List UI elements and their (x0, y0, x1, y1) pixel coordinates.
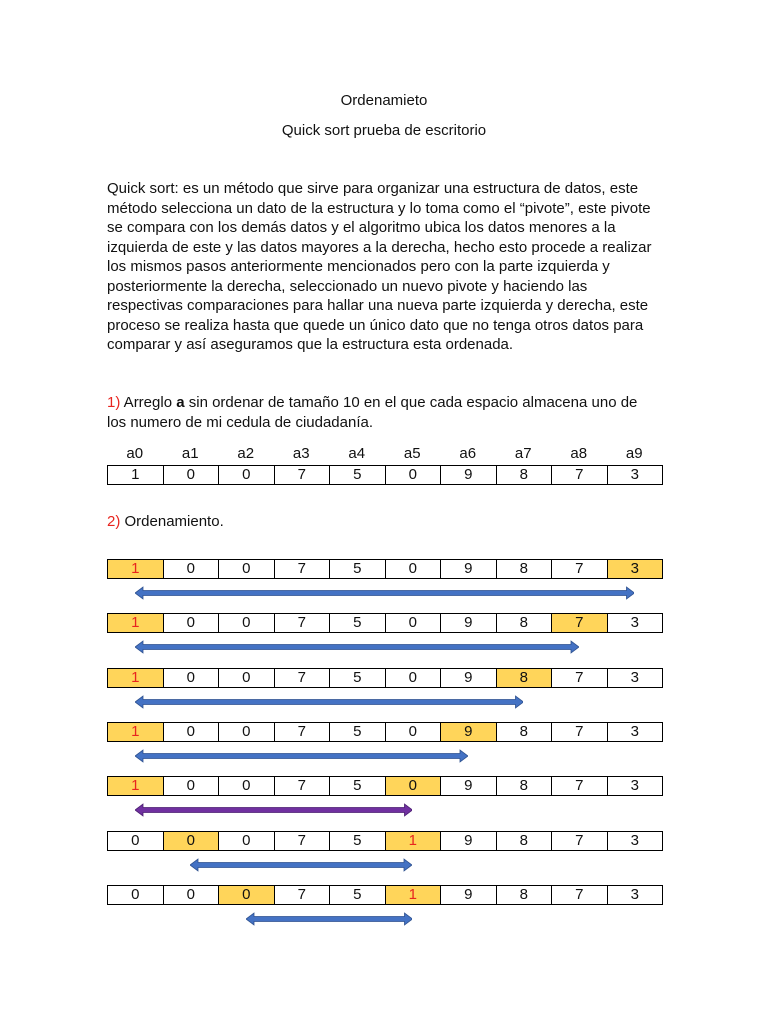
step-array-cell: 8 (496, 560, 552, 579)
step-array-cell: 3 (607, 560, 663, 579)
arrow-shape (135, 587, 635, 599)
double-arrow-icon (135, 586, 635, 600)
step-array-cell: 7 (274, 560, 330, 579)
step-array-cell: 3 (607, 886, 663, 905)
step-array-cell: 0 (219, 777, 275, 796)
step-array-cell: 0 (385, 614, 441, 633)
step-array-cell: 0 (219, 832, 275, 851)
step-array-cell: 9 (441, 560, 497, 579)
double-arrow-icon (190, 858, 412, 872)
step-array-table (107, 722, 663, 742)
step-array-cell: 1 (385, 832, 441, 851)
step-array-table (107, 613, 663, 633)
step-array-cell: 9 (441, 886, 497, 905)
step-array-cell: 0 (163, 832, 219, 851)
paragraph-line: Quick sort: es un método que sirve para organizar una estructura de datos, este (107, 180, 639, 197)
step-array-cell: 5 (330, 886, 386, 905)
section-number: 1) (107, 394, 121, 411)
step-array-cell: 1 (108, 723, 164, 742)
step-array-cell: 3 (607, 723, 663, 742)
step-array-table (107, 559, 663, 579)
step-array-cell: 9 (441, 777, 497, 796)
paragraph-line: comparar y así aseguramos que la estructura esta ordenada. (107, 336, 514, 353)
paragraph-line: respectivas comparaciones para hallar una nueva parte izquierda y derecha, este (107, 297, 649, 314)
step-array-cell: 9 (441, 723, 497, 742)
step-array-cell: 8 (496, 723, 552, 742)
step-array-cell: 0 (163, 669, 219, 688)
step-array-cell: 7 (274, 832, 330, 851)
step-array-cell: 0 (163, 777, 219, 796)
section-2-heading (107, 512, 224, 532)
step-array-cell: 7 (274, 723, 330, 742)
array-index-label: a1 (181, 445, 199, 462)
arrow-shape (190, 859, 412, 871)
document-title: Ordenamieto (340, 92, 428, 109)
array-cell: 9 (441, 466, 497, 485)
paragraph-line: proceso se realiza hasta que quede un único dato que no tenga otros datos para (107, 316, 644, 334)
array-index-label: a8 (570, 445, 588, 462)
step-array-cell: 7 (274, 669, 330, 688)
section-text: los numero de mi cedula de ciudadanía. (107, 414, 374, 431)
step-array-cell: 7 (552, 723, 608, 742)
step-array-cell: 9 (441, 832, 497, 851)
step-array-cell: 0 (219, 560, 275, 579)
step-array-cell: 0 (219, 669, 275, 688)
step-array-cell: 8 (496, 777, 552, 796)
section-text: Ordenamiento. (120, 513, 224, 530)
step-array-cell: 5 (330, 832, 386, 851)
step-array-cell: 0 (219, 886, 275, 905)
step-array-cell: 0 (163, 614, 219, 633)
step-array-table (107, 885, 663, 905)
step-array-cell: 5 (330, 669, 386, 688)
step-array-cell: 9 (441, 614, 497, 633)
arrow-shape (135, 750, 468, 762)
array-index-header (107, 445, 662, 463)
step-array-cell: 0 (219, 614, 275, 633)
arrow-shape (135, 641, 579, 653)
description-paragraph (107, 179, 667, 355)
array-index-label: a2 (237, 445, 255, 462)
step-array-cell: 1 (385, 886, 441, 905)
section-number: 2) (107, 513, 121, 530)
array-values-table (107, 465, 663, 485)
step-array-cell: 0 (385, 777, 441, 796)
step-array-cell: 0 (219, 723, 275, 742)
array-cell: 8 (496, 466, 552, 485)
step-array-cell: 3 (607, 669, 663, 688)
array-cell: 0 (163, 466, 219, 485)
step-array-table (107, 831, 663, 851)
step-array-cell: 5 (330, 723, 386, 742)
arrow-shape (135, 804, 413, 816)
step-array-cell: 3 (607, 777, 663, 796)
paragraph-line: método selecciona un dato de la estructura y lo toma como el “pivote”, este pivote (107, 199, 651, 217)
step-array-cell: 8 (496, 669, 552, 688)
step-array-cell: 5 (330, 560, 386, 579)
array-index-label: a3 (292, 445, 310, 462)
array-index-label: a7 (514, 445, 532, 462)
double-arrow-icon (135, 749, 468, 763)
arrow-shape (246, 913, 413, 925)
array-index-label: a9 (625, 445, 643, 462)
step-array-cell: 0 (163, 886, 219, 905)
double-arrow-icon (246, 912, 413, 926)
step-array-cell: 7 (552, 886, 608, 905)
paragraph-line: posteriormente la derecha, seleccionado un nuevo pivote y haciendo las (107, 277, 588, 295)
step-array-cell: 0 (385, 669, 441, 688)
array-index-label: a5 (403, 445, 421, 462)
step-array-cell: 5 (330, 777, 386, 796)
step-array-cell: 8 (496, 832, 552, 851)
array-cell: 0 (385, 466, 441, 485)
array-cell: 0 (219, 466, 275, 485)
section-1-heading (107, 393, 637, 433)
step-array-cell: 1 (108, 560, 164, 579)
step-array-cell: 0 (108, 886, 164, 905)
step-array-cell: 3 (607, 614, 663, 633)
double-arrow-icon (135, 803, 413, 817)
double-arrow-icon (135, 640, 579, 654)
step-array-table (107, 776, 663, 796)
step-array-cell: 7 (552, 560, 608, 579)
array-index-label: a4 (348, 445, 366, 462)
step-array-cell: 7 (552, 832, 608, 851)
step-array-cell: 0 (385, 560, 441, 579)
array-cell: 7 (552, 466, 608, 485)
step-array-cell: 7 (274, 777, 330, 796)
step-array-cell: 7 (274, 614, 330, 633)
step-array-cell: 0 (163, 723, 219, 742)
step-array-cell: 1 (108, 614, 164, 633)
array-cell: 7 (274, 466, 330, 485)
arrow-shape (135, 696, 524, 708)
step-array-table (107, 668, 663, 688)
array-cell: 3 (607, 466, 663, 485)
step-array-cell: 8 (496, 614, 552, 633)
step-array-cell: 0 (108, 832, 164, 851)
step-array-cell: 0 (385, 723, 441, 742)
step-array-cell: 9 (441, 669, 497, 688)
step-array-cell: 7 (552, 777, 608, 796)
array-index-label: a0 (126, 445, 144, 462)
step-array-cell: 7 (274, 886, 330, 905)
paragraph-line: se compara con los demás datos y el algoritmo ubica los datos menores a la (107, 219, 616, 236)
step-array-cell: 0 (163, 560, 219, 579)
step-array-cell: 1 (108, 669, 164, 688)
paragraph-line: izquierda de este y las datos mayores a la derecha, hecho esto procede a realizar (107, 238, 652, 256)
double-arrow-icon (135, 695, 524, 709)
step-array-cell: 5 (330, 614, 386, 633)
step-array-cell: 7 (552, 614, 608, 633)
array-index-label: a6 (459, 445, 477, 462)
step-array-cell: 8 (496, 886, 552, 905)
step-array-cell: 3 (607, 832, 663, 851)
section-text: Arreglo (120, 394, 177, 411)
document-subtitle: Quick sort prueba de escritorio (281, 122, 487, 139)
array-cell: 1 (108, 466, 164, 485)
paragraph-line: los mismos pasos anteriormente mencionados pero con la parte izquierda y (107, 258, 610, 275)
section-text: sin ordenar de tamaño 10 en el que cada espacio almacena uno de (184, 394, 638, 411)
array-cell: 5 (330, 466, 386, 485)
array-name: a (176, 394, 185, 411)
step-array-cell: 1 (108, 777, 164, 796)
step-array-cell: 7 (552, 669, 608, 688)
